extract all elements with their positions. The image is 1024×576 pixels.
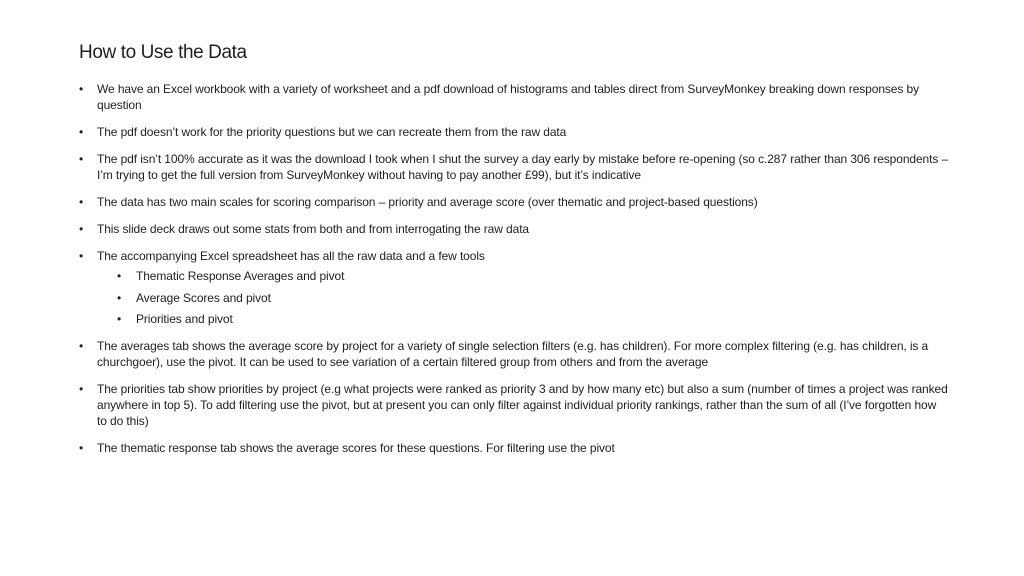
bullet-text: The data has two main scales for scoring comparison – priority and average score (over thematic and project-based questions) xyxy=(97,195,758,209)
bullet-item xyxy=(79,124,949,140)
sub-bullet-item: • Priorities and pivot xyxy=(97,311,949,327)
bullet-text: The averages tab shows the average score by project for a variety of single selection filters (e.g. has children). For more complex filtering (e.g. has children, is a churchgoer), use the pivot. It can be used to see variation of a certain filtered group from others and from the average xyxy=(97,339,929,369)
sub-bullet-item: • Thematic Response Averages and pivot xyxy=(97,268,949,284)
bullet-item xyxy=(79,194,949,210)
bullet-text: We have an Excel workbook with a variety of worksheet and a pdf download of histograms and tables direct from SurveyMonkey breaking down responses by question xyxy=(97,82,919,112)
bullet-item xyxy=(79,248,949,327)
sub-bullet-list xyxy=(97,268,949,327)
bullet-item xyxy=(79,151,949,183)
bullet-text: The thematic response tab shows the average scores for these questions. For filtering use the pivot xyxy=(97,441,615,455)
bullet-text: The pdf doesn’t work for the priority questions but we can recreate them from the raw data xyxy=(97,125,567,139)
bullet-text: The priorities tab show priorities by project (e.g what projects were ranked as priority 3 and by how many etc) but also a sum (number of times a project was ranked anywhere in top 5). To add filtering use the pivot, but at present you can only filter against individual priority rankings, rather than the sum of all (I’ve forgotten how to do this) xyxy=(97,382,948,428)
bullet-list xyxy=(79,81,949,467)
bullet-item xyxy=(79,221,949,237)
bullet-item xyxy=(79,338,949,370)
bullet-text: The pdf isn’t 100% accurate as it was the download I took when I shut the survey a day early by mistake before re-opening (so c.287 rather than 306 respondents – I’m trying to get the full version from SurveyMonkey without having to pay another £99), but it’s indicative xyxy=(97,152,949,182)
bullet-text: This slide deck draws out some stats from both and from interrogating the raw data xyxy=(97,222,530,236)
bullet-text: The accompanying Excel spreadsheet has all the raw data and a few tools xyxy=(97,249,485,263)
slide-title: How to Use the Data xyxy=(79,42,247,63)
bullet-item xyxy=(79,440,949,456)
sub-bullet-item: • Average Scores and pivot xyxy=(97,290,949,306)
bullet-item xyxy=(79,81,949,113)
bullet-item xyxy=(79,381,949,429)
